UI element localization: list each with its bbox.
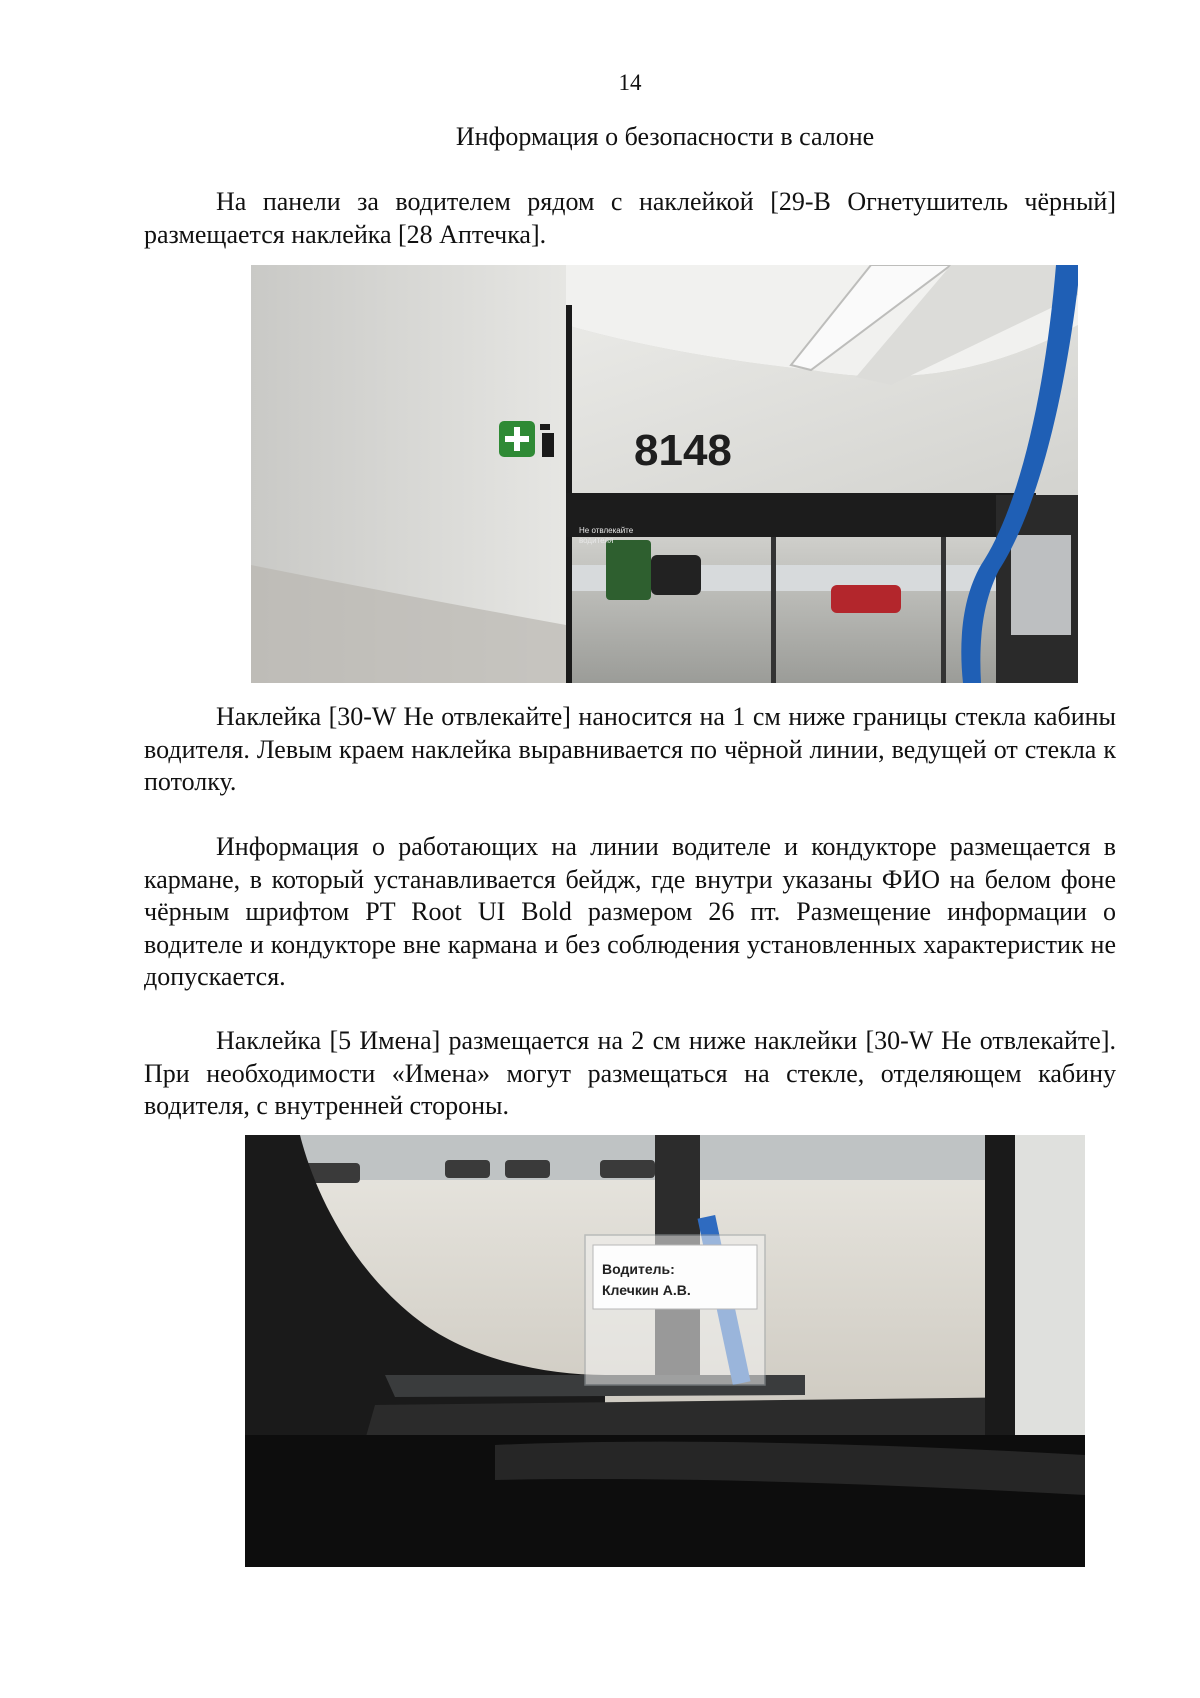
photo-driver-panel xyxy=(251,265,1078,683)
paragraph-2: Наклейка [30-W Не отвлекайте] наносится на 1 см ниже границы стекла кабины водителя. Левым краем наклейка выравнивается по чёрной линии, ведущей от стекла к потолку. xyxy=(144,702,1116,796)
bus-number-sticker: 8148 xyxy=(634,426,732,475)
photo-name-badge xyxy=(245,1135,1085,1567)
do-not-distract-sticker-line2: водителя xyxy=(579,536,614,545)
paragraph-4: Наклейка [5 Имена] размещается на 2 см ниже наклейки [30-W Не отвлекайте]. При необходимости «Имена» могут размещаться на стекле, отделяющем кабину водителя, с внутренней стороны. xyxy=(144,1026,1116,1120)
do-not-distract-sticker-line1: Не отвлекайте xyxy=(579,526,634,535)
badge-driver-name: Клечкин А.В. xyxy=(602,1282,691,1298)
paragraph-1: На панели за водителем рядом с наклейкой [29-В Огнетушитель чёрный] размещается наклейка [28 Аптечка]. xyxy=(144,187,1116,249)
page-number: 14 xyxy=(618,70,642,95)
fire-extinguisher-icon xyxy=(542,433,554,457)
badge-driver-label: Водитель: xyxy=(602,1261,675,1277)
paragraph-3: Информация о работающих на линии водителе и кондукторе размещается в кармане, в который устанавливается бейдж, где внутри указаны ФИО на белом фоне чёрным шрифтом PT Root UI Bold размером 26 пт. Размещение информации о водителе и кондукторе вне кармана и без соблюдения установленных характеристик не допускается. xyxy=(144,832,1116,991)
page-title: Информация о безопасности в салоне xyxy=(455,122,875,151)
